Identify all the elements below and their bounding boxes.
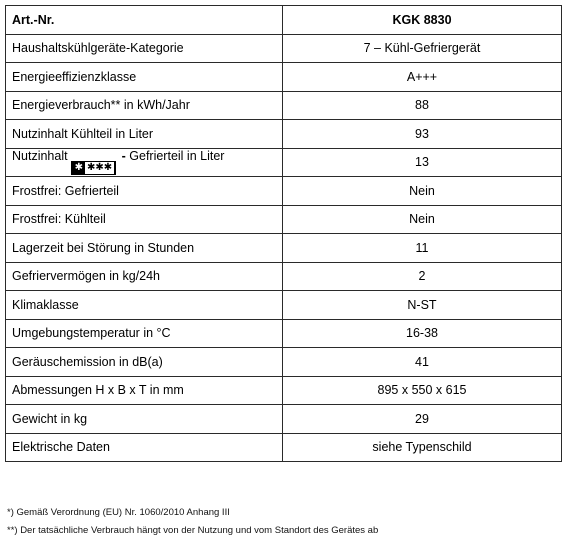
table-row bbox=[6, 319, 562, 348]
table-row bbox=[6, 433, 562, 462]
row-label: Gewicht in kg bbox=[6, 405, 283, 434]
footnotes bbox=[7, 504, 378, 540]
table-row bbox=[6, 291, 562, 320]
table-row bbox=[6, 262, 562, 291]
row-value: 93 bbox=[283, 120, 562, 149]
row-value: 41 bbox=[283, 348, 562, 377]
row-label: Nutzinhalt Kühlteil in Liter bbox=[6, 120, 283, 149]
table-row bbox=[6, 34, 562, 63]
row-value: 88 bbox=[283, 91, 562, 120]
row-label: Energieeffizienzklasse bbox=[6, 63, 283, 92]
table-row bbox=[6, 91, 562, 120]
row-label: Gefriervermögen in kg/24h bbox=[6, 262, 283, 291]
row-value: A+++ bbox=[283, 63, 562, 92]
header-value: KGK 8830 bbox=[283, 6, 562, 35]
row-label: Frostfrei: Kühlteil bbox=[6, 205, 283, 234]
row-label: Haushaltskühlgeräte-Kategorie bbox=[6, 34, 283, 63]
row-label: Klimaklasse bbox=[6, 291, 283, 320]
row-value: 29 bbox=[283, 405, 562, 434]
row-value: 2 bbox=[283, 262, 562, 291]
row-label: Energieverbrauch** in kWh/Jahr bbox=[6, 91, 283, 120]
table-row bbox=[6, 177, 562, 206]
star-rest: ✱✱✱ bbox=[86, 162, 113, 174]
row-label: Frostfrei: Gefrierteil bbox=[6, 177, 283, 206]
row-value: Nein bbox=[283, 205, 562, 234]
row-label: Lagerzeit bei Störung in Stunden bbox=[6, 234, 283, 263]
row-label: Umgebungstemperatur in °C bbox=[6, 319, 283, 348]
row-label-freezer-stars bbox=[6, 148, 283, 177]
table-row bbox=[6, 120, 562, 149]
table-row bbox=[6, 63, 562, 92]
row-value: siehe Typenschild bbox=[283, 433, 562, 462]
row-label-suffix: Gefrierteil in Liter bbox=[129, 149, 225, 164]
row-value: 13 bbox=[283, 148, 562, 177]
table-header-row bbox=[6, 6, 562, 35]
star-first: ✱ bbox=[74, 162, 83, 174]
table-row bbox=[6, 376, 562, 405]
row-value: 7 – Kühl-Gefriergerät bbox=[283, 34, 562, 63]
row-value: 895 x 550 x 615 bbox=[283, 376, 562, 405]
table-row bbox=[6, 234, 562, 263]
row-label-dash: - bbox=[121, 149, 126, 164]
spec-sheet bbox=[5, 5, 561, 462]
table-row bbox=[6, 205, 562, 234]
row-value: Nein bbox=[283, 177, 562, 206]
row-value: 16-38 bbox=[283, 319, 562, 348]
header-label: Art.-Nr. bbox=[6, 6, 283, 35]
footnote-consumption: **) Der tatsächliche Verbrauch hängt von der Nutzung und vom Standort des Gerätes ab bbox=[7, 525, 379, 536]
row-label: Abmessungen H x B x T in mm bbox=[6, 376, 283, 405]
row-value: N-ST bbox=[283, 291, 562, 320]
spec-table bbox=[5, 5, 562, 462]
row-value: 11 bbox=[283, 234, 562, 263]
table-row bbox=[6, 148, 562, 177]
row-label: Geräuschemission in dB(a) bbox=[6, 348, 283, 377]
row-label: Elektrische Daten bbox=[6, 433, 283, 462]
row-label-prefix: Nutzinhalt bbox=[12, 149, 68, 164]
table-row bbox=[6, 405, 562, 434]
four-star-freezer-icon bbox=[71, 161, 117, 175]
footnote-regulation: *) Gemäß Verordnung (EU) Nr. 1060/2010 Anhang III bbox=[7, 507, 230, 518]
table-row bbox=[6, 348, 562, 377]
